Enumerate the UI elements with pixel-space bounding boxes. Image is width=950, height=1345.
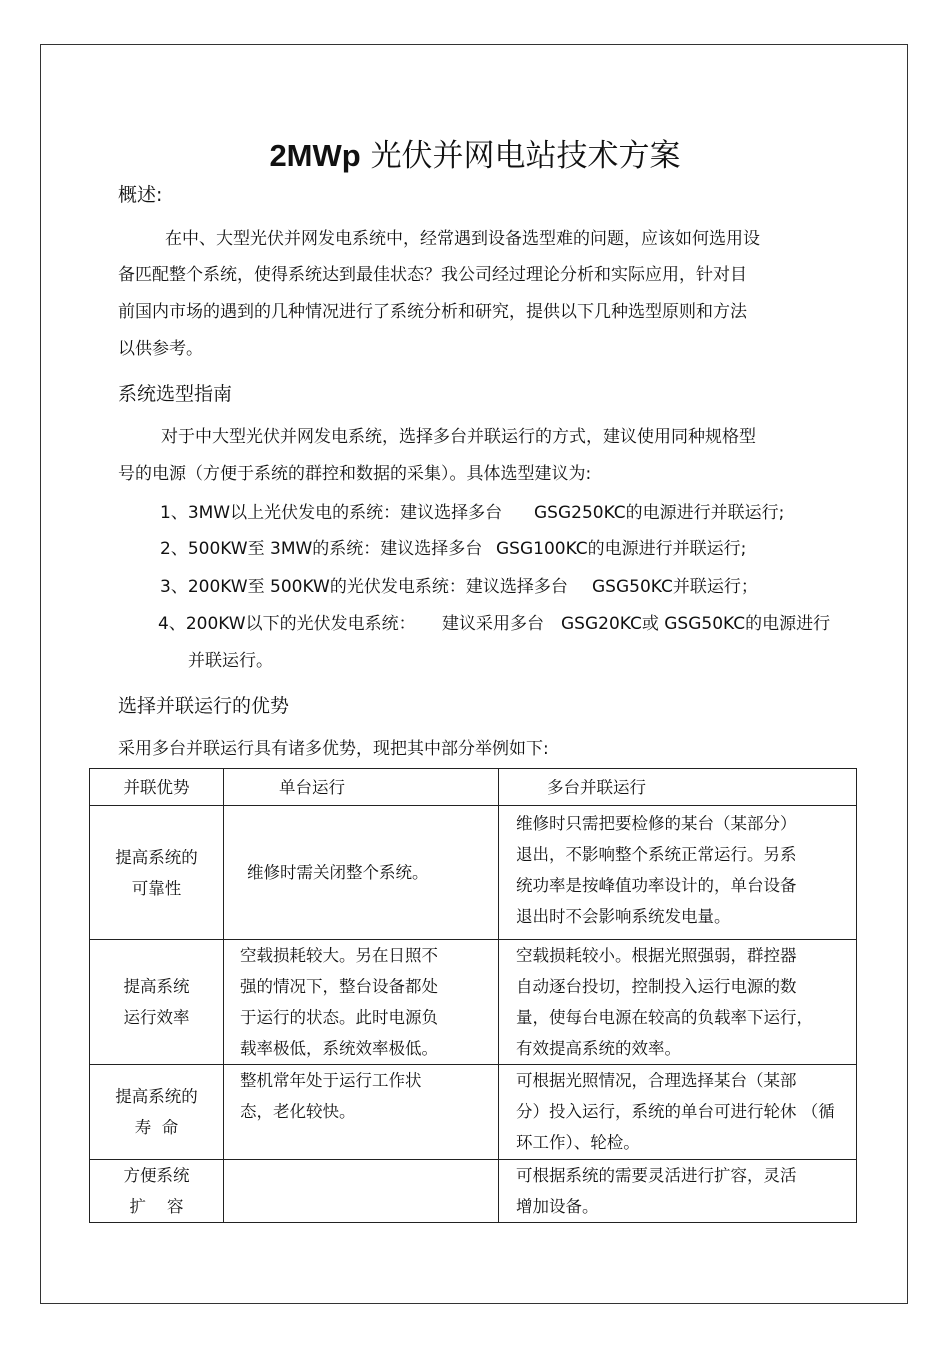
cell-line: 分）投入运行，系统的单台可进行轮休 （循 [516, 1102, 835, 1121]
cell-line: 可根据光照情况，合理选择某台（某部 [516, 1071, 797, 1090]
cell-line: 退出，不影响整个系统正常运行。另系 [516, 845, 797, 864]
guide-item-text: 建议采用多台 [442, 614, 544, 634]
table-header-cell: 多台并联运行 [499, 769, 857, 806]
advantages-heading: 选择并联运行的优势 [118, 695, 290, 717]
cell-line: 维修时需关闭整个系统。 [247, 863, 429, 882]
cell-line: 有效提高系统的效率。 [516, 1039, 681, 1058]
cell-line: 空载损耗较大。另在日照不 [240, 946, 438, 965]
cell-line: 统功率是按峰值功率设计的，单台设备 [516, 876, 797, 895]
guide-item-continued: 并联运行。 [188, 651, 273, 671]
advantages-table [89, 768, 857, 1223]
guide-item-text: 3、200KW至 500KW的光伏发电系统：建议选择多台 [160, 577, 568, 597]
cell-line: 提高系统的 [115, 1087, 198, 1106]
overview-line: 在中、大型光伏并网发电系统中，经常遇到设备选型难的问题，应该如何选用设 [165, 229, 760, 249]
table-cell-multi [499, 1065, 857, 1160]
title-text: 光伏并网电站技术方案 [370, 138, 681, 174]
guide-item-text: 1、3MW以上光伏发电的系统：建议选择多台 [160, 503, 503, 523]
cell-line: 退出时不会影响系统发电量。 [516, 907, 731, 926]
guide-item-text: GSG250KC的电源进行并联运行; [534, 503, 785, 523]
cell-line: 态，老化较快。 [240, 1102, 356, 1121]
guide-heading: 系统选型指南 [118, 383, 233, 405]
cell-line: 环工作）、轮检。 [516, 1133, 640, 1152]
table-cell-advantage [90, 1160, 224, 1223]
cell-line: 强的情况下，整台设备都处 [240, 977, 438, 996]
table-cell-multi [499, 806, 857, 940]
table-cell-multi [499, 1160, 857, 1223]
table-cell-single [224, 940, 499, 1065]
table-row [90, 806, 857, 940]
table-cell-advantage [90, 806, 224, 940]
cell-line: 扩 容 [129, 1197, 184, 1216]
guide-item-text: 4、200KW以下的光伏发电系统： [158, 614, 416, 634]
cell-line: 增加设备。 [516, 1197, 599, 1216]
guide-line: 对于中大型光伏并网发电系统，选择多台并联运行的方式，建议使用同种规格型 [161, 427, 756, 447]
cell-line: 可靠性 [131, 878, 182, 898]
table-cell-single [224, 806, 499, 940]
overview-heading: 概述: [118, 184, 163, 206]
table-cell-single [224, 1160, 499, 1223]
table-row [90, 1065, 857, 1160]
table-header-row [90, 769, 857, 806]
guide-item-text: GSG50KC并联运行； [592, 577, 758, 597]
cell-line: 提高系统的 [115, 847, 198, 867]
table-cell-single [224, 1065, 499, 1160]
table-header-cell: 并联优势 [90, 769, 224, 806]
cell-line: 方便系统 [123, 1166, 190, 1185]
cell-line: 整机常年处于运行工作状 [240, 1071, 422, 1090]
table-row [90, 940, 857, 1065]
guide-item-text: 2、500KW至 3MW的系统：建议选择多台 [160, 539, 483, 559]
guide-item-text: GSG100KC的电源进行并联运行; [496, 539, 747, 559]
table-cell-multi [499, 940, 857, 1065]
cell-line: 可根据系统的需要灵活进行扩容，灵活 [516, 1166, 797, 1185]
cell-line: 于运行的状态。此时电源负 [240, 1008, 438, 1027]
table-cell-advantage [90, 1065, 224, 1160]
cell-line: 空载损耗较小。根据光照强弱，群控器 [516, 946, 797, 965]
advantages-intro: 采用多台并联运行具有诸多优势，现把其中部分举例如下: [118, 739, 549, 759]
overview-line: 备匹配整个系统，使得系统达到最佳状态？我公司经过理论分析和实际应用，针对目 [118, 265, 747, 285]
cell-line: 维修时只需把要检修的某台（某部分） [516, 814, 797, 833]
overview-line: 以供参考。 [118, 339, 203, 359]
cell-line: 载率极低，系统效率极低。 [240, 1039, 438, 1058]
guide-item-text: GSG20KC或 GSG50KC的电源进行 [561, 614, 831, 634]
cell-line: 寿 命 [134, 1118, 179, 1137]
cell-line: 量，使每台电源在较高的负载率下运行， [516, 1008, 813, 1027]
cell-line: 运行效率 [123, 1008, 190, 1027]
table-row [90, 1160, 857, 1223]
table-cell-advantage [90, 940, 224, 1065]
title-power: 2MWp [269, 138, 361, 173]
cell-line: 自动逐台投切，控制投入运行电源的数 [516, 977, 797, 996]
overview-line: 前国内市场的遇到的几种情况进行了系统分析和研究，提供以下几种选型原则和方法 [118, 302, 747, 322]
cell-line: 提高系统 [123, 977, 190, 996]
guide-line: 号的电源（方便于系统的群控和数据的采集）。具体选型建议为: [118, 464, 592, 484]
document-title [0, 130, 950, 175]
table-header-cell: 单台运行 [224, 769, 499, 806]
